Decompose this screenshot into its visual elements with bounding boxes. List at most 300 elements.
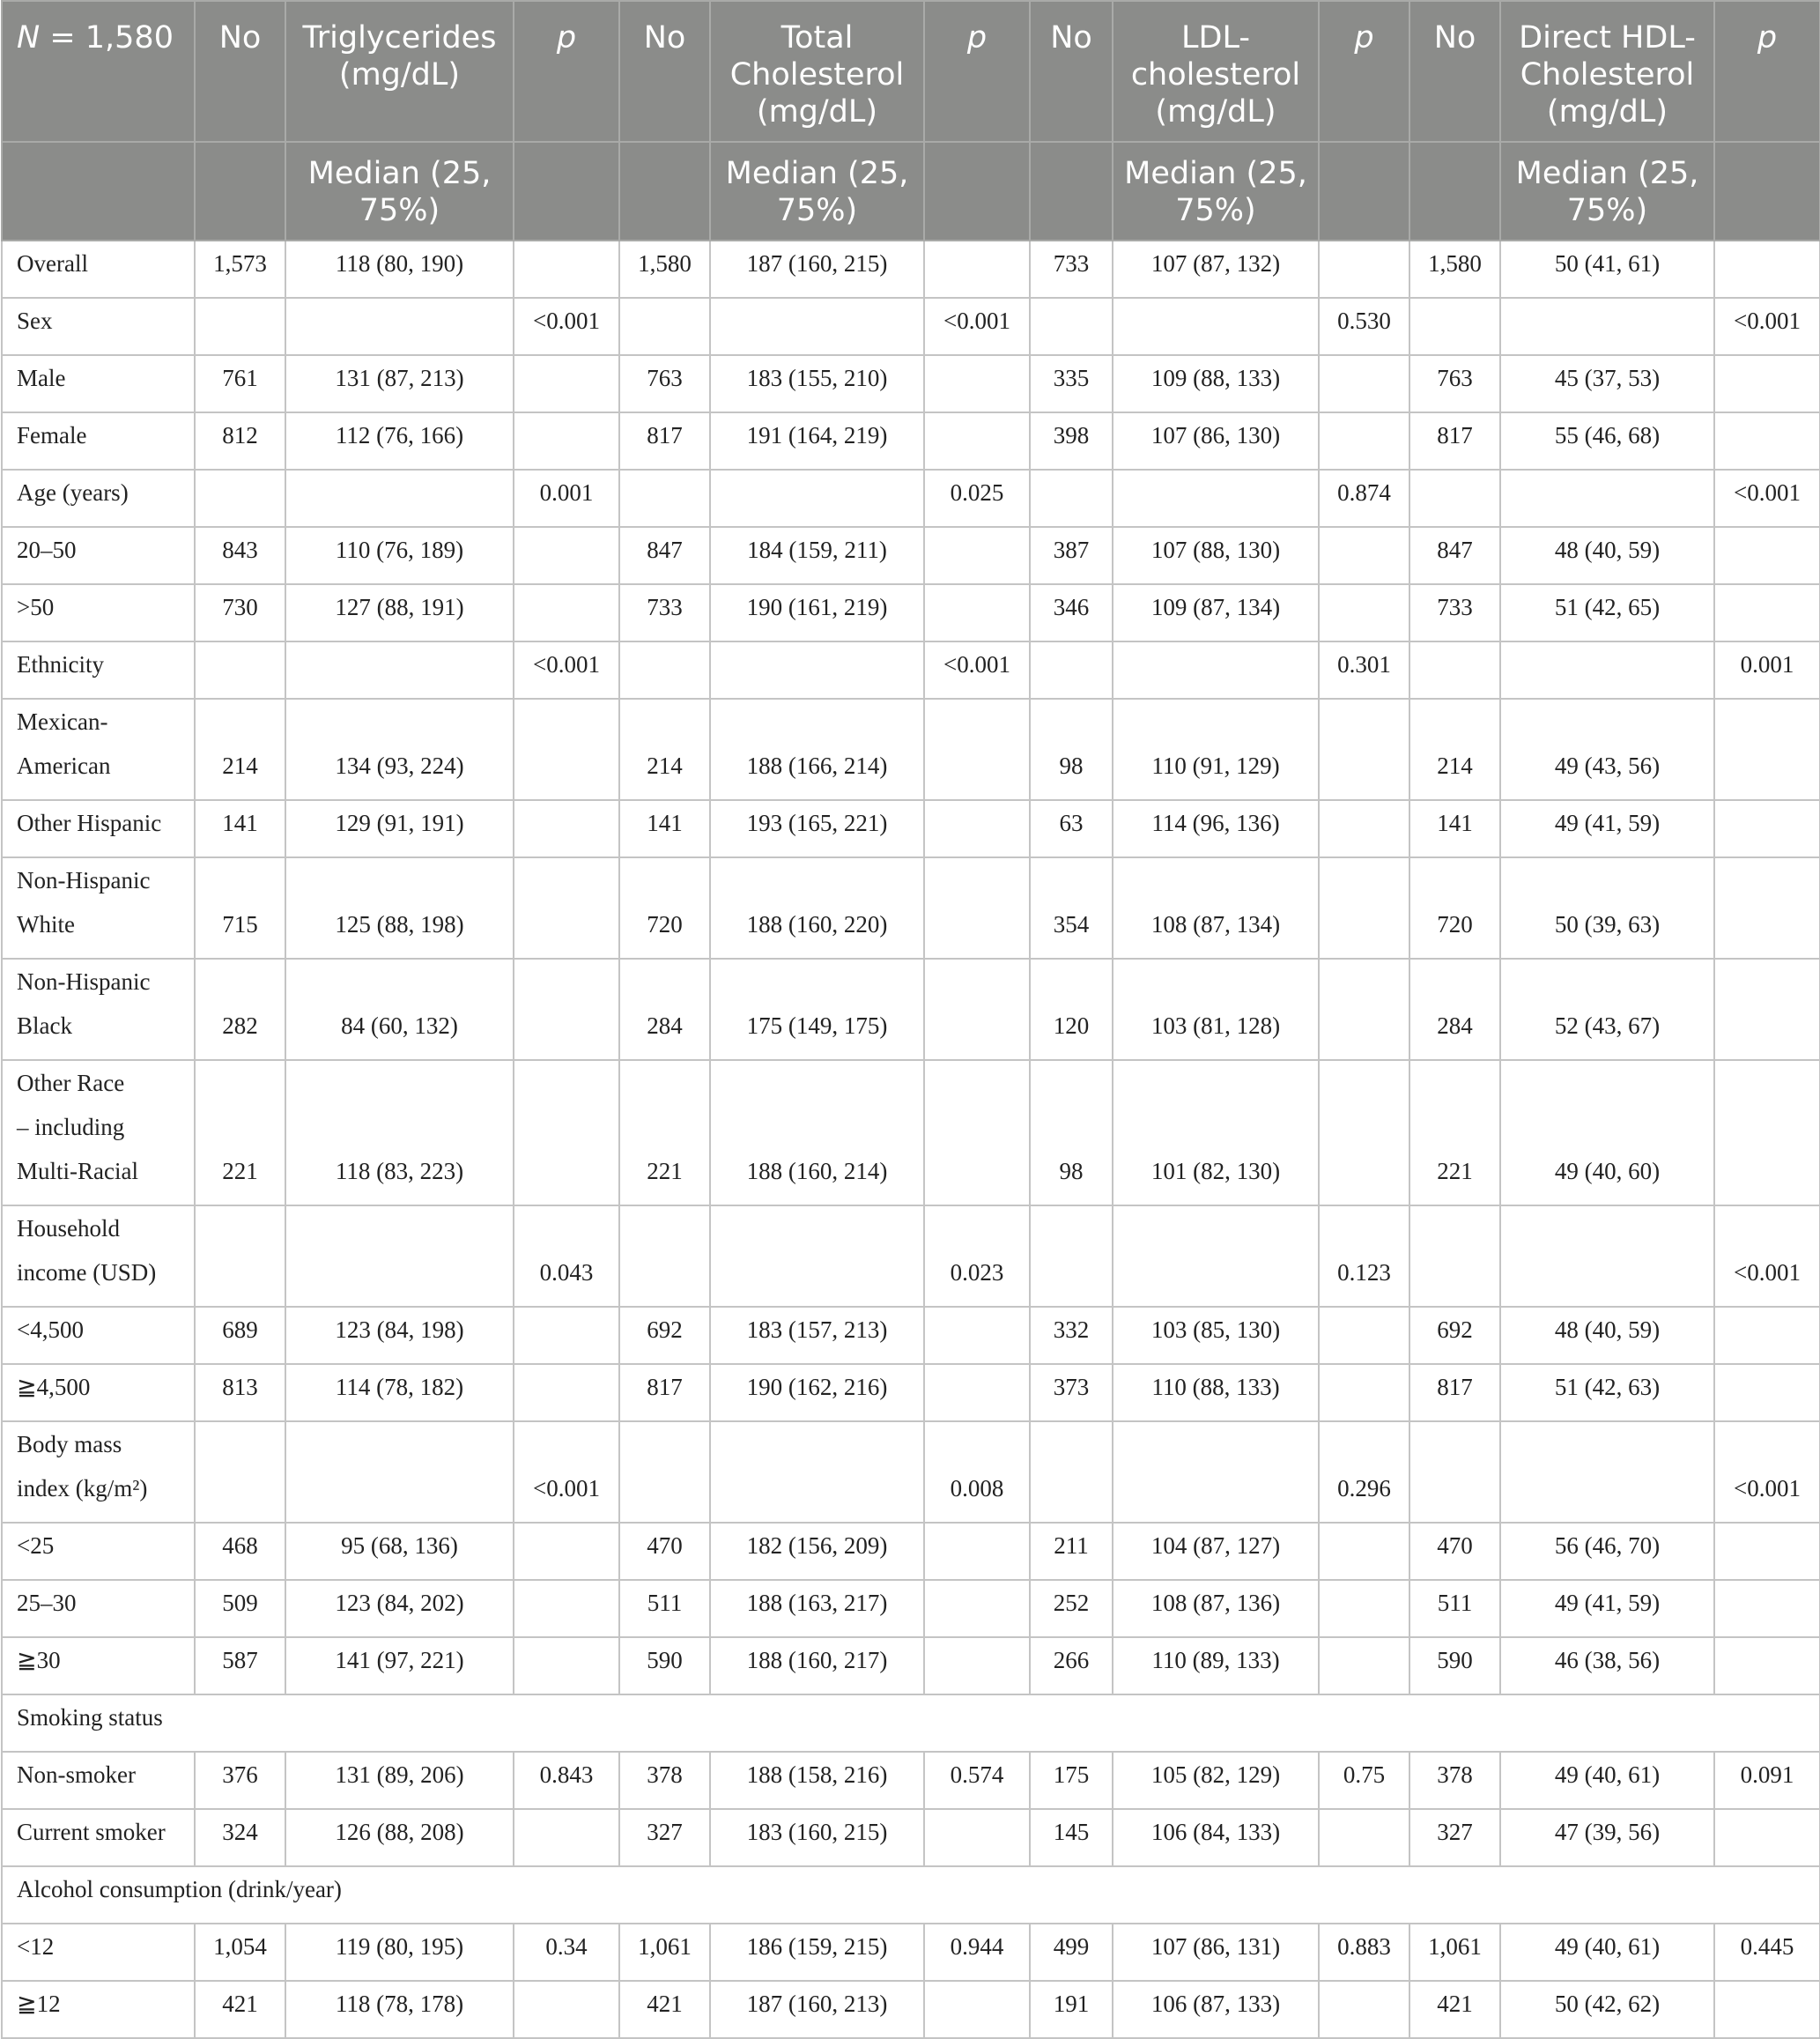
header-no: No xyxy=(1409,1,1500,142)
table-cell: 733 xyxy=(1409,584,1500,641)
table-cell: 373 xyxy=(1030,1364,1113,1421)
table-cell: 141 xyxy=(195,800,285,857)
table-cell xyxy=(1030,1421,1113,1523)
table-cell: 104 (87, 127) xyxy=(1113,1523,1319,1580)
table-cell: 107 (88, 130) xyxy=(1113,527,1319,584)
table-cell: 221 xyxy=(195,1060,285,1205)
row-label: <12 xyxy=(2,1924,195,1981)
table-cell: 1,580 xyxy=(1409,241,1500,298)
table-cell: 511 xyxy=(619,1580,710,1637)
row-label: Age (years) xyxy=(2,470,195,527)
table-cell: 733 xyxy=(619,584,710,641)
table-cell xyxy=(924,584,1030,641)
row-label: Non-Hispanic Black xyxy=(2,959,195,1060)
row-label: <25 xyxy=(2,1523,195,1580)
table-cell: 0.944 xyxy=(924,1924,1030,1981)
table-cell xyxy=(514,1981,619,2038)
row-label: Household income (USD) xyxy=(2,1205,195,1307)
table-cell: <0.001 xyxy=(514,298,619,355)
table-cell: 187 (160, 215) xyxy=(710,241,924,298)
table-cell: 95 (68, 136) xyxy=(285,1523,514,1580)
table-cell xyxy=(1030,1205,1113,1307)
table-cell: 1,573 xyxy=(195,241,285,298)
table-cell: 114 (96, 136) xyxy=(1113,800,1319,857)
table-cell xyxy=(1319,1809,1409,1866)
header-n xyxy=(2,1,195,142)
table-cell xyxy=(1319,1307,1409,1364)
table-cell: 0.445 xyxy=(1714,1924,1820,1981)
table-cell: 48 (40, 59) xyxy=(1500,527,1714,584)
table-cell xyxy=(1714,699,1820,800)
table-cell: 0.025 xyxy=(924,470,1030,527)
table-row xyxy=(2,800,1820,857)
table-cell: 0.874 xyxy=(1319,470,1409,527)
table-cell xyxy=(1714,1637,1820,1694)
table-cell: 191 xyxy=(1030,1981,1113,2038)
table-cell: 0.34 xyxy=(514,1924,619,1981)
subheader-empty xyxy=(1319,142,1409,241)
header-total-cholesterol: Total Cholesterol (mg/dL) xyxy=(710,1,924,142)
table-cell xyxy=(1714,1580,1820,1637)
table-cell xyxy=(924,1307,1030,1364)
table-row xyxy=(2,1523,1820,1580)
table-cell xyxy=(514,699,619,800)
table-cell: 378 xyxy=(619,1752,710,1809)
table-cell: 175 xyxy=(1030,1752,1113,1809)
table-cell: 387 xyxy=(1030,527,1113,584)
table-row xyxy=(2,641,1820,699)
row-label: Other Hispanic xyxy=(2,800,195,857)
table-cell: 0.091 xyxy=(1714,1752,1820,1809)
table-cell: 108 (87, 134) xyxy=(1113,857,1319,959)
header-row xyxy=(2,1,1820,142)
table-cell xyxy=(195,470,285,527)
table-cell: 188 (166, 214) xyxy=(710,699,924,800)
table-cell xyxy=(1319,699,1409,800)
table-cell xyxy=(710,641,924,699)
table-cell: 214 xyxy=(619,699,710,800)
table-cell xyxy=(1409,641,1500,699)
table-cell: 468 xyxy=(195,1523,285,1580)
table-cell: 214 xyxy=(195,699,285,800)
table-cell: 46 (38, 56) xyxy=(1500,1637,1714,1694)
subheader-empty xyxy=(1409,142,1500,241)
subheader-empty xyxy=(2,142,195,241)
table-cell: 126 (88, 208) xyxy=(285,1809,514,1866)
row-label: Sex xyxy=(2,298,195,355)
subheader-median: Median (25, 75%) xyxy=(710,142,924,241)
table-cell xyxy=(924,699,1030,800)
table-row xyxy=(2,527,1820,584)
row-label: Alcohol consumption (drink/year) xyxy=(2,1866,1820,1924)
table-cell xyxy=(924,527,1030,584)
table-cell: 847 xyxy=(619,527,710,584)
table-cell xyxy=(924,1809,1030,1866)
table-cell: 145 xyxy=(1030,1809,1113,1866)
table-cell: 376 xyxy=(195,1752,285,1809)
table-cell xyxy=(1500,298,1714,355)
table-cell: 587 xyxy=(195,1637,285,1694)
table-cell xyxy=(514,584,619,641)
table-cell: 107 (87, 132) xyxy=(1113,241,1319,298)
subheader-median: Median (25, 75%) xyxy=(1500,142,1714,241)
table-cell xyxy=(1714,355,1820,412)
table-cell xyxy=(1319,584,1409,641)
table-row xyxy=(2,1364,1820,1421)
table-cell: 50 (41, 61) xyxy=(1500,241,1714,298)
table-cell xyxy=(619,1421,710,1523)
table-cell xyxy=(1319,1060,1409,1205)
table-cell: 190 (161, 219) xyxy=(710,584,924,641)
header-p: p xyxy=(1714,1,1820,142)
table-cell xyxy=(1030,470,1113,527)
table-cell: 188 (160, 217) xyxy=(710,1637,924,1694)
table-cell xyxy=(1714,1981,1820,2038)
table-cell: 0.301 xyxy=(1319,641,1409,699)
table-cell: 141 xyxy=(1409,800,1500,857)
table-cell xyxy=(1714,857,1820,959)
table-cell: 843 xyxy=(195,527,285,584)
subheader-row xyxy=(2,142,1820,241)
table-cell xyxy=(924,1060,1030,1205)
table-cell xyxy=(514,527,619,584)
table-cell: 689 xyxy=(195,1307,285,1364)
table-cell xyxy=(924,355,1030,412)
table-cell: 187 (160, 213) xyxy=(710,1981,924,2038)
table-row xyxy=(2,1694,1820,1752)
table-cell xyxy=(514,1580,619,1637)
table-cell: 107 (86, 130) xyxy=(1113,412,1319,470)
table-cell xyxy=(1113,641,1319,699)
table-cell: 103 (85, 130) xyxy=(1113,1307,1319,1364)
header-hdl: Direct HDL-Cholesterol (mg/dL) xyxy=(1500,1,1714,142)
table-cell xyxy=(1714,1809,1820,1866)
row-label: 20–50 xyxy=(2,527,195,584)
table-cell: 499 xyxy=(1030,1924,1113,1981)
table-cell: 131 (89, 206) xyxy=(285,1752,514,1809)
table-cell xyxy=(619,1205,710,1307)
table-cell: 110 (89, 133) xyxy=(1113,1637,1319,1694)
table-row xyxy=(2,1060,1820,1205)
table-cell xyxy=(1409,470,1500,527)
table-row xyxy=(2,1752,1820,1809)
table-cell xyxy=(285,298,514,355)
table-cell: 141 (97, 221) xyxy=(285,1637,514,1694)
table-cell xyxy=(1319,1523,1409,1580)
table-row xyxy=(2,1924,1820,1981)
table-cell xyxy=(619,298,710,355)
table-cell: 817 xyxy=(1409,1364,1500,1421)
table-row xyxy=(2,584,1820,641)
subheader-empty xyxy=(514,142,619,241)
table-cell xyxy=(924,1580,1030,1637)
table-cell xyxy=(514,800,619,857)
table-cell: 720 xyxy=(1409,857,1500,959)
subheader-median: Median (25, 75%) xyxy=(285,142,514,241)
table-cell: 63 xyxy=(1030,800,1113,857)
table-cell: 252 xyxy=(1030,1580,1113,1637)
table-cell: 817 xyxy=(1409,412,1500,470)
table-cell: 183 (157, 213) xyxy=(710,1307,924,1364)
header-no: No xyxy=(195,1,285,142)
row-label: ≧4,500 xyxy=(2,1364,195,1421)
table-cell: 0.001 xyxy=(514,470,619,527)
table-cell: 0.008 xyxy=(924,1421,1030,1523)
table-cell: 398 xyxy=(1030,412,1113,470)
table-row xyxy=(2,1809,1820,1866)
table-cell: 421 xyxy=(195,1981,285,2038)
table-cell: 1,580 xyxy=(619,241,710,298)
table-cell: 0.75 xyxy=(1319,1752,1409,1809)
table-cell: 183 (160, 215) xyxy=(710,1809,924,1866)
table-cell: 327 xyxy=(1409,1809,1500,1866)
table-cell xyxy=(285,1421,514,1523)
table-row xyxy=(2,959,1820,1060)
table-cell: 0.574 xyxy=(924,1752,1030,1809)
table-cell: 55 (46, 68) xyxy=(1500,412,1714,470)
table-row xyxy=(2,857,1820,959)
table-cell: 470 xyxy=(619,1523,710,1580)
table-cell: 110 (91, 129) xyxy=(1113,699,1319,800)
table-cell xyxy=(1319,412,1409,470)
table-cell: 112 (76, 166) xyxy=(285,412,514,470)
table-cell xyxy=(1113,298,1319,355)
table-cell: 221 xyxy=(1409,1060,1500,1205)
table-cell xyxy=(1714,800,1820,857)
table-cell: 327 xyxy=(619,1809,710,1866)
table-cell: 0.296 xyxy=(1319,1421,1409,1523)
table-cell: <0.001 xyxy=(1714,470,1820,527)
table-cell: 284 xyxy=(619,959,710,1060)
lipid-table xyxy=(1,0,1820,2039)
table-cell: 131 (87, 213) xyxy=(285,355,514,412)
row-label: <4,500 xyxy=(2,1307,195,1364)
table-cell: 49 (40, 61) xyxy=(1500,1752,1714,1809)
row-label: Current smoker xyxy=(2,1809,195,1866)
table-cell: 125 (88, 198) xyxy=(285,857,514,959)
table-cell xyxy=(1319,527,1409,584)
table-cell xyxy=(1319,241,1409,298)
table-cell xyxy=(1500,1205,1714,1307)
table-cell: 188 (160, 220) xyxy=(710,857,924,959)
table-cell xyxy=(285,1205,514,1307)
table-cell: 114 (78, 182) xyxy=(285,1364,514,1421)
header-n-value: = 1,580 xyxy=(40,20,174,56)
row-label: Male xyxy=(2,355,195,412)
table-cell: 1,054 xyxy=(195,1924,285,1981)
table-cell xyxy=(514,1307,619,1364)
table-cell: 421 xyxy=(1409,1981,1500,2038)
table-row xyxy=(2,470,1820,527)
table-cell: 193 (165, 221) xyxy=(710,800,924,857)
table-row xyxy=(2,1205,1820,1307)
table-cell xyxy=(514,1523,619,1580)
table-cell: 118 (83, 223) xyxy=(285,1060,514,1205)
table-cell: 106 (87, 133) xyxy=(1113,1981,1319,2038)
table-cell: 123 (84, 198) xyxy=(285,1307,514,1364)
header-p: p xyxy=(924,1,1030,142)
table-cell: 188 (158, 216) xyxy=(710,1752,924,1809)
table-cell: 0.123 xyxy=(1319,1205,1409,1307)
table-cell: 134 (93, 224) xyxy=(285,699,514,800)
table-cell xyxy=(1500,641,1714,699)
table-cell: 346 xyxy=(1030,584,1113,641)
table-cell xyxy=(710,1205,924,1307)
row-label: ≧30 xyxy=(2,1637,195,1694)
header-ldl: LDL-cholesterol (mg/dL) xyxy=(1113,1,1319,142)
row-label: ≧12 xyxy=(2,1981,195,2038)
table-row xyxy=(2,1637,1820,1694)
table-row xyxy=(2,412,1820,470)
row-label: Female xyxy=(2,412,195,470)
table-cell xyxy=(1500,1421,1714,1523)
table-cell: <0.001 xyxy=(1714,1421,1820,1523)
table-cell xyxy=(1714,584,1820,641)
table-cell: 211 xyxy=(1030,1523,1113,1580)
row-label: Mexican- American xyxy=(2,699,195,800)
table-cell: 190 (162, 216) xyxy=(710,1364,924,1421)
table-cell: 0.883 xyxy=(1319,1924,1409,1981)
table-cell: 118 (80, 190) xyxy=(285,241,514,298)
table-cell xyxy=(924,241,1030,298)
table-cell: 49 (43, 56) xyxy=(1500,699,1714,800)
table-cell: 0.843 xyxy=(514,1752,619,1809)
table-cell: 49 (41, 59) xyxy=(1500,1580,1714,1637)
table-cell xyxy=(1319,857,1409,959)
table-cell: 119 (80, 195) xyxy=(285,1924,514,1981)
table-row xyxy=(2,298,1820,355)
table-row xyxy=(2,1307,1820,1364)
table-cell xyxy=(924,959,1030,1060)
table-cell: 110 (76, 189) xyxy=(285,527,514,584)
table-cell xyxy=(514,1364,619,1421)
table-cell xyxy=(1714,1307,1820,1364)
table-cell: 106 (84, 133) xyxy=(1113,1809,1319,1866)
table-cell: 730 xyxy=(195,584,285,641)
table-cell: 813 xyxy=(195,1364,285,1421)
table-cell xyxy=(924,1981,1030,2038)
table-cell: 324 xyxy=(195,1809,285,1866)
table-cell xyxy=(1714,1523,1820,1580)
row-label: Body mass index (kg/m²) xyxy=(2,1421,195,1523)
table-cell: 45 (37, 53) xyxy=(1500,355,1714,412)
table-cell: 817 xyxy=(619,1364,710,1421)
table-row xyxy=(2,241,1820,298)
table-cell xyxy=(1714,1364,1820,1421)
table-cell: 98 xyxy=(1030,699,1113,800)
header-p: p xyxy=(1319,1,1409,142)
table-cell xyxy=(514,959,619,1060)
table-row xyxy=(2,1981,1820,2038)
table-cell: 0.023 xyxy=(924,1205,1030,1307)
table-cell xyxy=(924,800,1030,857)
subheader-empty xyxy=(619,142,710,241)
table-cell xyxy=(1714,241,1820,298)
table-cell xyxy=(514,857,619,959)
table-cell xyxy=(1714,527,1820,584)
table-cell xyxy=(195,641,285,699)
table-cell: 715 xyxy=(195,857,285,959)
table-cell: 186 (159, 215) xyxy=(710,1924,924,1981)
table-cell: 56 (46, 70) xyxy=(1500,1523,1714,1580)
table-cell xyxy=(1113,470,1319,527)
table-cell xyxy=(924,1637,1030,1694)
table-cell xyxy=(514,412,619,470)
table-cell: 105 (82, 129) xyxy=(1113,1752,1319,1809)
table-cell: 214 xyxy=(1409,699,1500,800)
table-cell: 52 (43, 67) xyxy=(1500,959,1714,1060)
table-cell: 49 (41, 59) xyxy=(1500,800,1714,857)
table-cell: 48 (40, 59) xyxy=(1500,1307,1714,1364)
table-cell: 284 xyxy=(1409,959,1500,1060)
header-p: p xyxy=(514,1,619,142)
table-cell: 51 (42, 65) xyxy=(1500,584,1714,641)
header-no: No xyxy=(1030,1,1113,142)
subheader-empty xyxy=(1714,142,1820,241)
table-cell: <0.001 xyxy=(514,641,619,699)
table-cell: 720 xyxy=(619,857,710,959)
table-cell xyxy=(710,470,924,527)
row-label: Non-Hispanic White xyxy=(2,857,195,959)
table-cell xyxy=(1113,1205,1319,1307)
table-cell: 110 (88, 133) xyxy=(1113,1364,1319,1421)
table-cell xyxy=(1319,1981,1409,2038)
table-cell xyxy=(710,1421,924,1523)
table-cell: 141 xyxy=(619,800,710,857)
table-cell xyxy=(1319,959,1409,1060)
table-cell: 182 (156, 209) xyxy=(710,1523,924,1580)
table-cell xyxy=(1714,412,1820,470)
table-cell: 1,061 xyxy=(619,1924,710,1981)
table-cell: 120 xyxy=(1030,959,1113,1060)
table-cell: 51 (42, 63) xyxy=(1500,1364,1714,1421)
table-cell xyxy=(1409,298,1500,355)
table-cell: 509 xyxy=(195,1580,285,1637)
header-triglycerides: Triglycerides (mg/dL) xyxy=(285,1,514,142)
row-label: Ethnicity xyxy=(2,641,195,699)
table-cell xyxy=(514,1637,619,1694)
table-cell xyxy=(285,470,514,527)
table-cell: <0.001 xyxy=(924,641,1030,699)
row-label: 25–30 xyxy=(2,1580,195,1637)
table-cell: 421 xyxy=(619,1981,710,2038)
header-no: No xyxy=(619,1,710,142)
table-cell: 184 (159, 211) xyxy=(710,527,924,584)
table-row xyxy=(2,1421,1820,1523)
table-cell: 0.530 xyxy=(1319,298,1409,355)
table-cell: 282 xyxy=(195,959,285,1060)
table-cell: 50 (42, 62) xyxy=(1500,1981,1714,2038)
table-cell xyxy=(924,1364,1030,1421)
table-cell: 590 xyxy=(1409,1637,1500,1694)
table-cell xyxy=(1500,470,1714,527)
table-cell: 221 xyxy=(619,1060,710,1205)
table-cell xyxy=(619,641,710,699)
table-row xyxy=(2,1580,1820,1637)
subheader-empty xyxy=(1030,142,1113,241)
table-cell: 108 (87, 136) xyxy=(1113,1580,1319,1637)
table-cell xyxy=(619,470,710,527)
table-cell: 692 xyxy=(1409,1307,1500,1364)
row-label: Other Race – including Multi-Racial xyxy=(2,1060,195,1205)
table-row xyxy=(2,699,1820,800)
table-cell xyxy=(514,355,619,412)
table-cell: 101 (82, 130) xyxy=(1113,1060,1319,1205)
table-cell: 49 (40, 61) xyxy=(1500,1924,1714,1981)
table-cell xyxy=(514,1809,619,1866)
row-label: Smoking status xyxy=(2,1694,1820,1752)
table-cell xyxy=(1714,959,1820,1060)
